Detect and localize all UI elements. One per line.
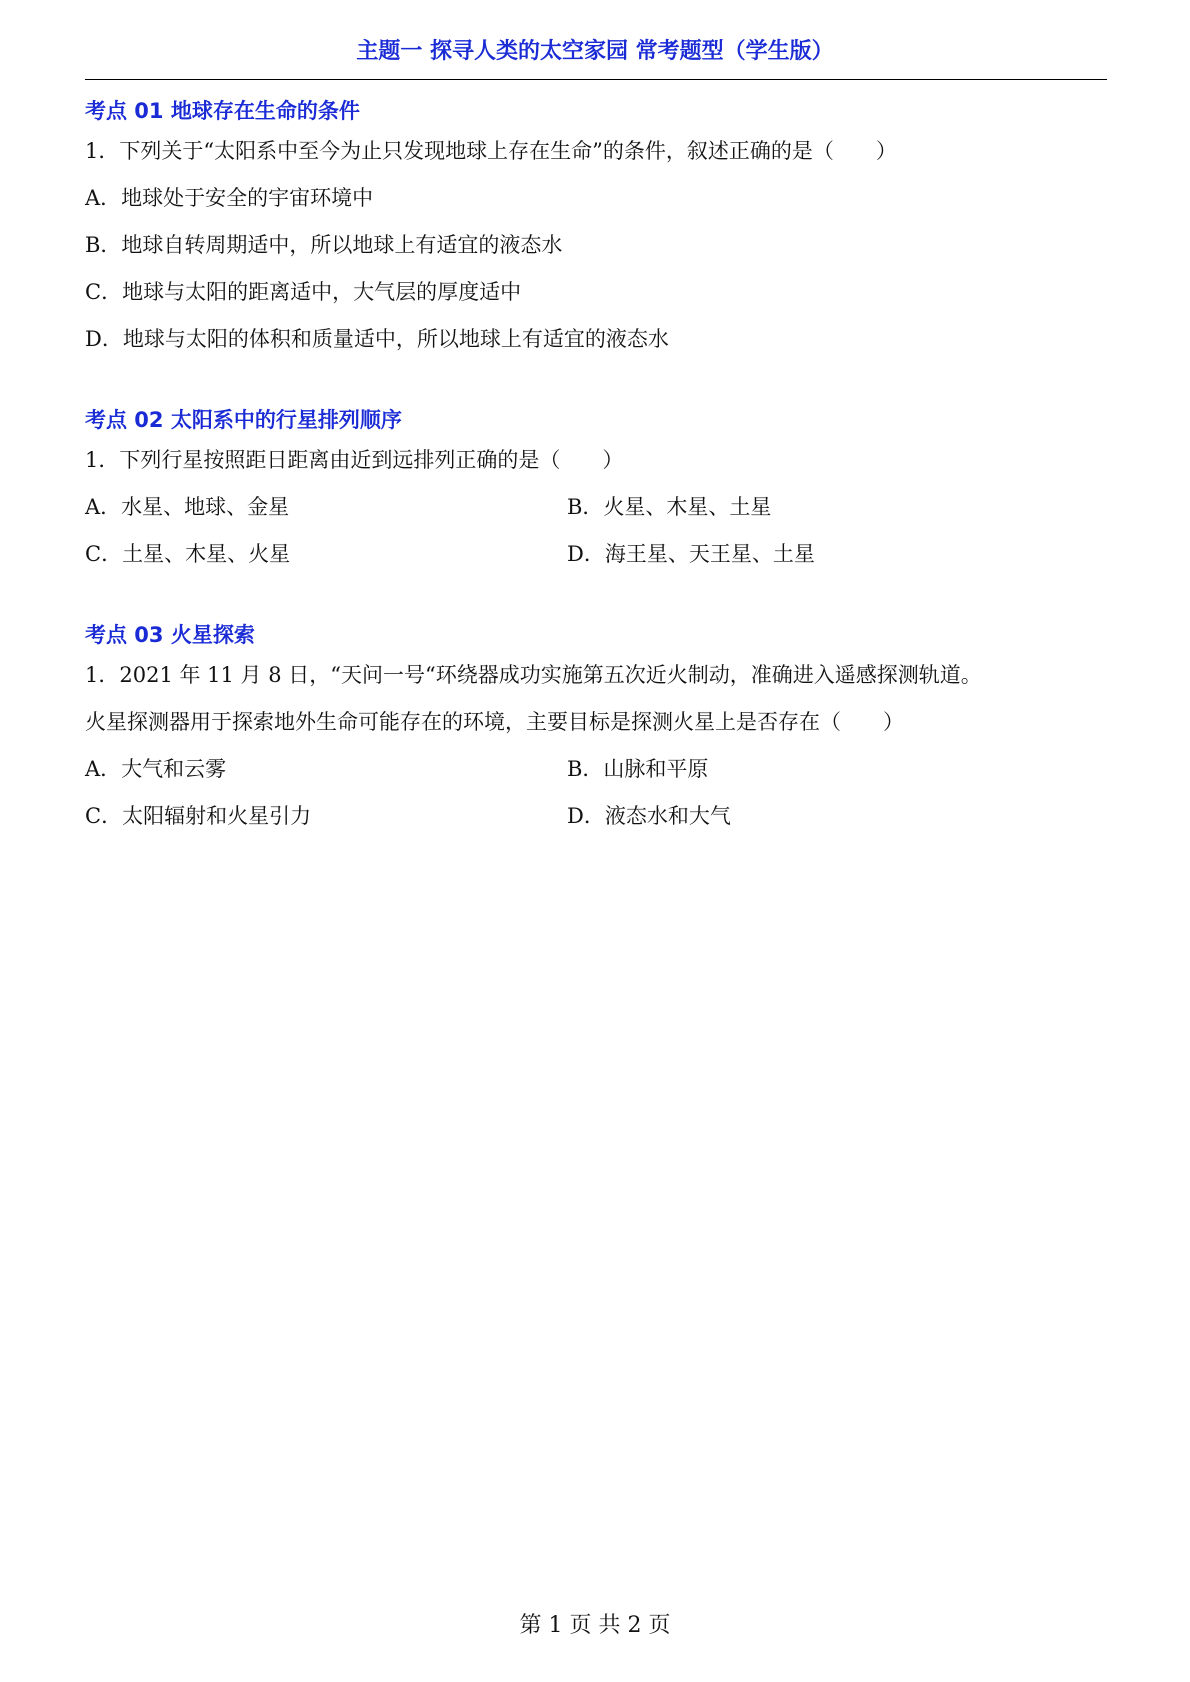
question-text: 1．下列关于“太阳系中至今为止只发现地球上存在生命”的条件，叙述正确的是（ ） [85, 139, 897, 163]
option-d: D．地球与太阳的体积和质量适中，所以地球上有适宜的液态水 [85, 327, 669, 351]
option-b: B．火星、木星、土星 [567, 495, 772, 519]
section-title: 考点 01 地球存在生命的条件 [85, 99, 360, 123]
page-title: 主题一 探寻人类的太空家园 常考题型（学生版） [356, 39, 834, 64]
section-2 [85, 403, 1107, 578]
option-d: D．液态水和大气 [567, 804, 731, 828]
section-title: 考点 03 火星探索 [85, 623, 255, 647]
option-d: D．海王星、天王星、土星 [567, 542, 815, 566]
section-title: 考点 02 太阳系中的行星排列顺序 [85, 408, 402, 432]
page-number: 第 1 页 共 2 页 [519, 1613, 671, 1638]
section-3 [85, 618, 1107, 840]
option-b: B．山脉和平原 [567, 757, 709, 781]
header-divider [85, 79, 1107, 80]
options-list [85, 746, 1107, 840]
question-text-line-1: 1．2021 年 11 月 8 日，“天问一号“环绕器成功实施第五次近火制动，准确进入遥感探测轨道。 [85, 663, 982, 687]
option-c: C．地球与太阳的距离适中，大气层的厚度适中 [85, 280, 522, 304]
option-b: B．地球自转周期适中，所以地球上有适宜的液态水 [85, 233, 563, 257]
option-c: C．土星、木星、火星 [85, 542, 291, 566]
option-a: A．水星、地球、金星 [85, 495, 290, 519]
options-list [85, 484, 1107, 578]
document-body [85, 90, 1107, 880]
section-1 [85, 94, 1107, 363]
question-text-line-2: 火星探测器用于探索地外生命可能存在的环境，主要目标是探测火星上是否存在（ ） [85, 710, 904, 734]
option-c: C．太阳辐射和火星引力 [85, 804, 312, 828]
question-text: 1．下列行星按照距日距离由近到远排列正确的是（ ） [85, 448, 624, 472]
option-a: A．大气和云雾 [85, 757, 227, 781]
option-a: A．地球处于安全的宇宙环境中 [85, 186, 374, 210]
options-list [85, 175, 1107, 363]
